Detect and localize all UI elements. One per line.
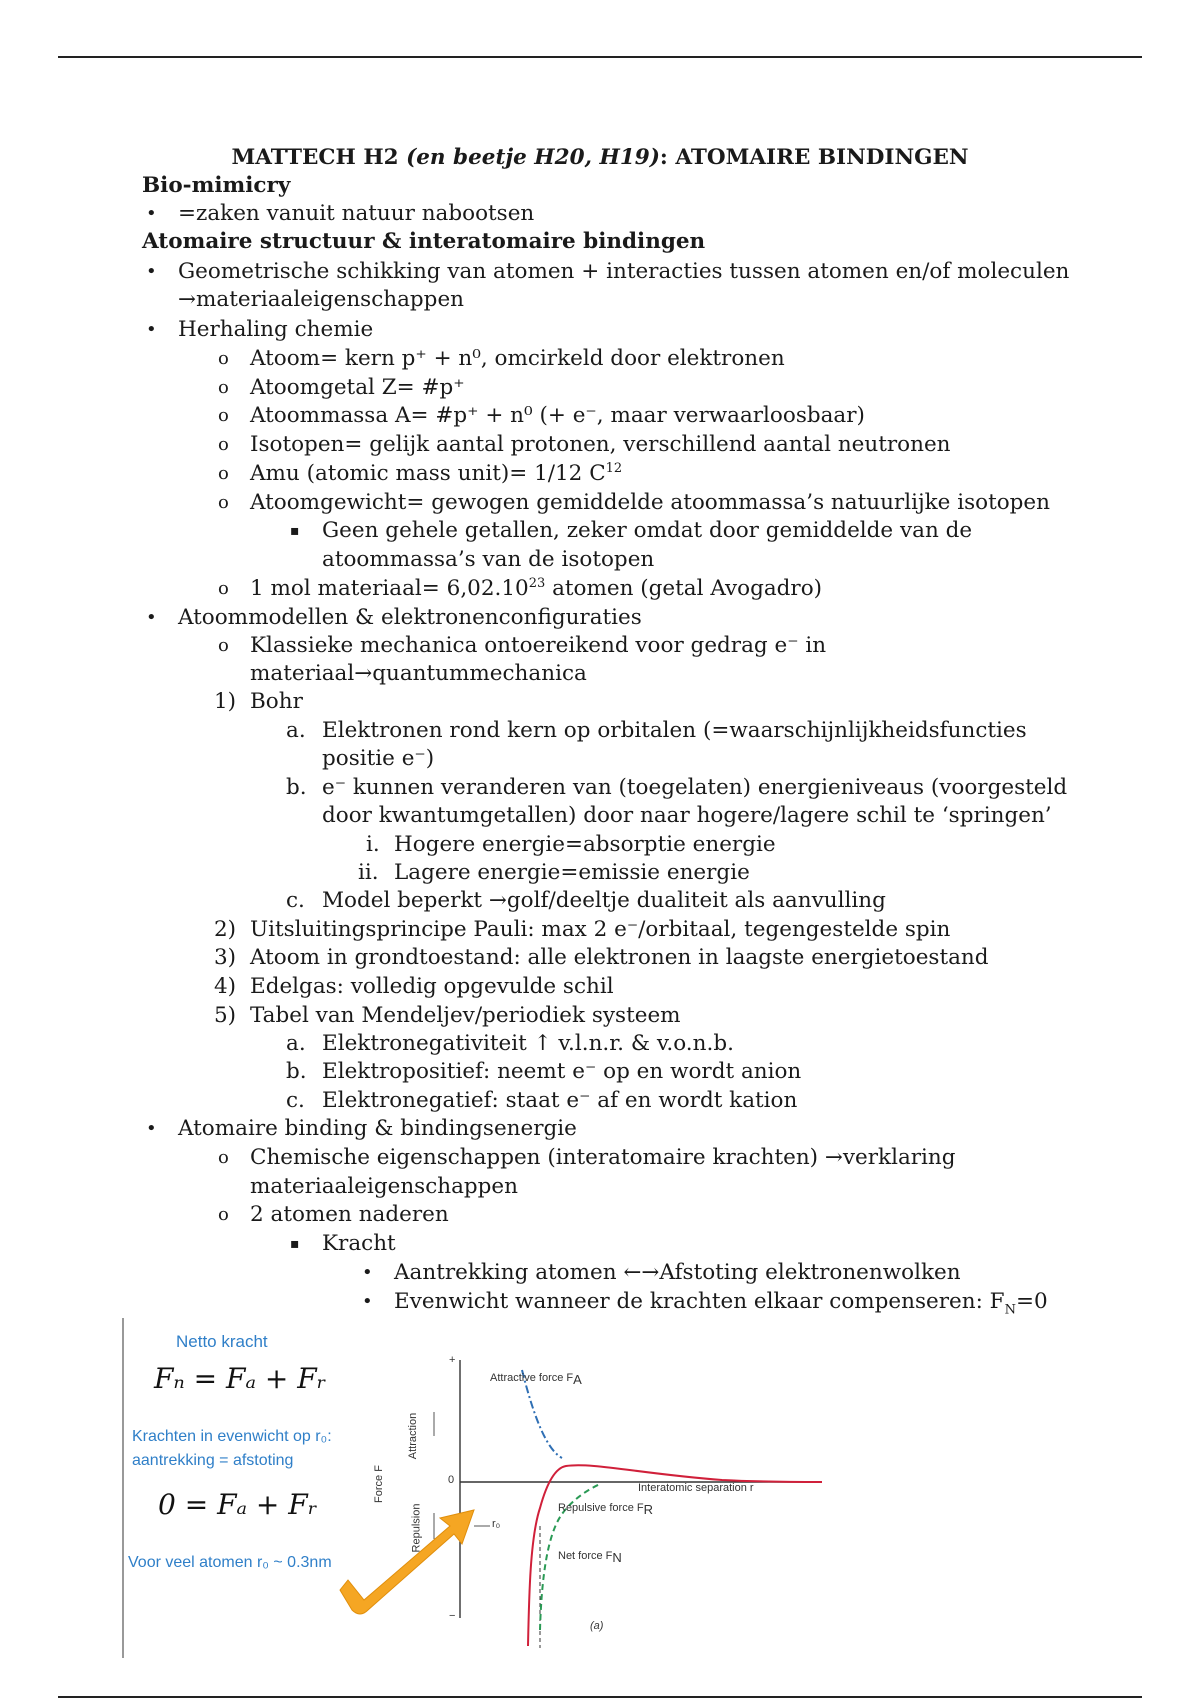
list-item: Tabel van Mendeljev/periodiek systeem — [250, 1003, 681, 1028]
circle-bullet-icon: o — [218, 348, 229, 369]
bullet-icon: • — [146, 1118, 157, 1139]
square-bullet-icon: ▪ — [290, 1236, 300, 1252]
list-letter: a. — [286, 718, 306, 743]
list-number: 4) — [214, 974, 237, 999]
circle-bullet-icon: o — [218, 434, 229, 455]
list-item: Amu (atomic mass unit)= 1/12 $C^{12}$ — [250, 460, 623, 486]
list-item: Atoom in grondtoestand: alle elektronen in laagste energietoestand — [250, 945, 989, 970]
repulsion-axis-label: Repulsion — [410, 1503, 423, 1553]
list-item: Lagere energie=emissie energie — [394, 860, 750, 885]
list-item: Atoom= kern p⁺ + n⁰, omcirkeld door elektronen — [250, 346, 785, 371]
list-item: Atoomgetal Z= #p⁺ — [250, 375, 465, 400]
list-number: 1) — [214, 689, 237, 714]
list-item: →materiaaleigenschappen — [178, 287, 465, 312]
list-item: materiaal→quantummechanica — [250, 661, 587, 686]
evenwicht-label-2: aantrekking = afstoting — [132, 1452, 294, 1469]
bullet-icon: • — [146, 607, 157, 628]
bullet-icon: • — [146, 261, 157, 282]
circle-bullet-icon: o — [218, 578, 229, 599]
heading-structure: Atomaire structuur & interatomaire bindingen — [142, 229, 706, 254]
list-roman: ii. — [358, 860, 379, 885]
bullet-icon: • — [362, 1291, 373, 1312]
list-item: Aantrekking atomen ←→Afstoting elektronenwolken — [394, 1260, 961, 1285]
list-roman: i. — [366, 832, 380, 857]
attraction-axis-label: Attraction — [407, 1412, 420, 1460]
square-bullet-icon: ▪ — [290, 523, 300, 539]
bullet-icon: • — [146, 319, 157, 340]
list-item: Chemische eigenschappen (interatomaire krachten) →verklaring — [250, 1145, 956, 1170]
list-letter: c. — [286, 1088, 305, 1113]
minus-label: − — [449, 1610, 456, 1622]
list-item: 1 mol materiaal= $6,02.10^{23}$ atomen (getal Avogadro) — [250, 575, 823, 601]
bullet-icon: • — [146, 203, 157, 224]
list-number: 2) — [214, 917, 237, 942]
list-item: Elektronen rond kern op orbitalen (=waarschijnlijkheidsfuncties — [322, 718, 1027, 743]
list-number: 5) — [214, 1003, 237, 1028]
force-axis-label: Force F — [372, 1465, 385, 1503]
attractive-force-label: Attractive force $F_A$ — [490, 1372, 582, 1388]
bullet-icon: • — [362, 1262, 373, 1283]
force-figure — [122, 1318, 832, 1658]
repulsive-force-label: Repulsive force $F_R$ — [558, 1502, 653, 1518]
list-item: Kracht — [322, 1231, 396, 1256]
list-item: Edelgas: volledig opgevulde schil — [250, 974, 614, 999]
list-item: Atoomgewicht= gewogen gemiddelde atoommassa’s natuurlijke isotopen — [250, 490, 1050, 515]
list-item: Geometrische schikking van atomen + interacties tussen atomen en/of moleculen — [178, 259, 1070, 284]
circle-bullet-icon: o — [218, 377, 229, 398]
list-item: Bohr — [250, 689, 303, 714]
list-letter: b. — [286, 775, 307, 800]
list-letter: c. — [286, 888, 305, 913]
voor-veel-label: Voor veel atomen r₀ ~ 0.3nm — [128, 1554, 332, 1571]
list-item: positie e⁻) — [322, 746, 435, 771]
list-item: Elektronegatief: staat e⁻ af en wordt kation — [322, 1088, 798, 1113]
list-item: Isotopen= gelijk aantal protonen, verschillend aantal neutronen — [250, 432, 951, 457]
circle-bullet-icon: o — [218, 405, 229, 426]
circle-bullet-icon: o — [218, 463, 229, 484]
list-item: Uitsluitingsprincipe Pauli: max 2 e⁻/orbitaal, tegengestelde spin — [250, 917, 951, 942]
heading-biomimicry: Bio-mimicry — [142, 173, 291, 198]
evenwicht-label: Krachten in evenwicht op r₀: — [132, 1428, 332, 1445]
list-letter: b. — [286, 1059, 307, 1084]
list-item: e⁻ kunnen veranderen van (toegelaten) energieniveaus (voorgesteld — [322, 775, 1068, 800]
list-item: Evenwicht wanneer de krachten elkaar compenseren: $F_N=0$ — [394, 1289, 1048, 1318]
equation-net-force: Fₙ = Fₐ + Fᵣ — [154, 1362, 327, 1395]
list-item: Elektronegativiteit ↑ v.l.n.r. & v.o.n.b. — [322, 1031, 734, 1056]
page-title: MATTECH H2 (en beetje H20, H19): ATOMAIRE BINDINGEN — [231, 145, 969, 170]
orange-arrow-icon — [340, 1510, 474, 1614]
equation-equilibrium: 0 = Fₐ + Fᵣ — [158, 1488, 318, 1521]
list-item: Elektropositief: neemt e⁻ op en wordt anion — [322, 1059, 802, 1084]
top-rule — [58, 56, 1142, 58]
circle-bullet-icon: o — [218, 635, 229, 656]
circle-bullet-icon: o — [218, 1147, 229, 1168]
list-item: Atomaire binding & bindingsenergie — [178, 1116, 577, 1141]
list-letter: a. — [286, 1031, 306, 1056]
plus-label: + — [449, 1354, 456, 1366]
zero-label: 0 — [448, 1474, 455, 1486]
circle-bullet-icon: o — [218, 492, 229, 513]
list-number: 3) — [214, 945, 237, 970]
bottom-rule — [58, 1696, 1142, 1698]
circle-bullet-icon: o — [218, 1204, 229, 1225]
separation-label: Interatomic separation r — [638, 1482, 754, 1494]
list-item: materiaaleigenschappen — [250, 1174, 519, 1199]
biomimicry-def: =zaken vanuit natuur nabootsen — [178, 201, 535, 226]
list-item: Model beperkt →golf/deeltje dualiteit als aanvulling — [322, 888, 886, 913]
list-item: Atoommassa A= #p⁺ + n⁰ (+ e⁻, maar verwaarloosbaar) — [250, 403, 865, 428]
list-item: Geen gehele getallen, zeker omdat door gemiddelde van de — [322, 518, 973, 543]
panel-label: (a) — [590, 1620, 604, 1632]
netto-kracht-label: Netto kracht — [176, 1332, 268, 1351]
list-item: Klassieke mechanica ontoereikend voor gedrag e⁻ in — [250, 633, 827, 658]
list-item: door kwantumgetallen) door naar hogere/lagere schil te ‘springen’ — [322, 803, 1052, 828]
net-force-label: Net force $F_N$ — [558, 1550, 622, 1566]
r0-label: r₀ — [492, 1518, 501, 1530]
list-item: 2 atomen naderen — [250, 1202, 449, 1227]
list-item: atoommassa’s van de isotopen — [322, 547, 655, 572]
list-item: Hogere energie=absorptie energie — [394, 832, 776, 857]
list-item: Atoommodellen & elektronenconfiguraties — [178, 605, 642, 630]
list-item: Herhaling chemie — [178, 317, 374, 342]
